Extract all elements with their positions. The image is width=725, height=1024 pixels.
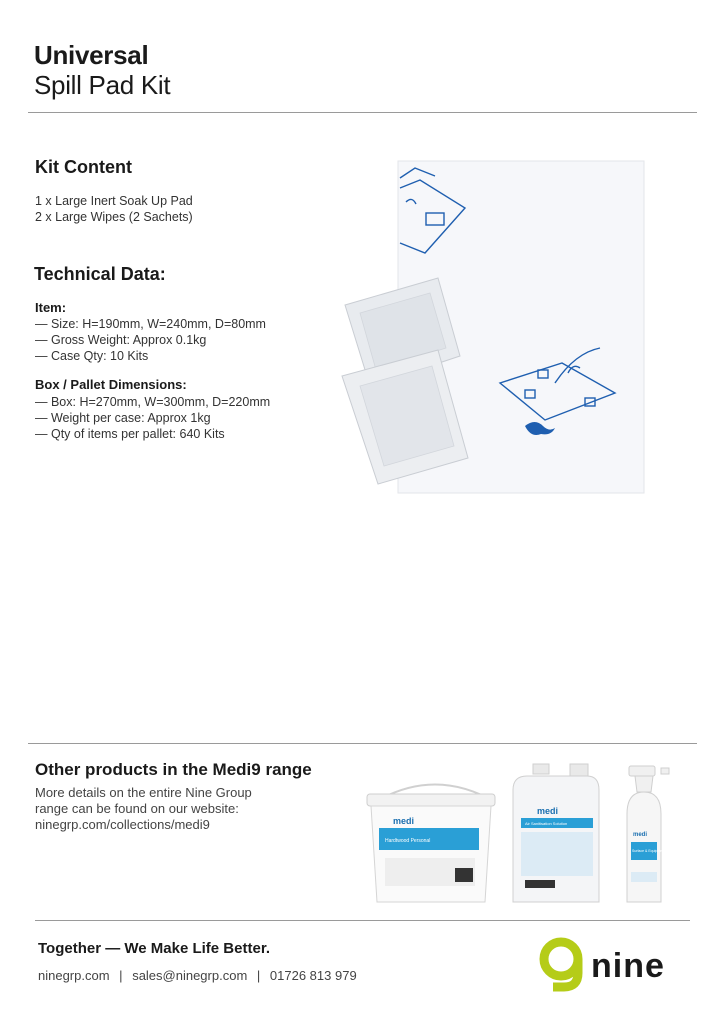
website-link[interactable]: ninegrp.com/collections/medi9 <box>35 817 210 832</box>
page-subtitle: Spill Pad Kit <box>34 70 171 100</box>
box-pallet-heading: Box / Pallet Dimensions: <box>35 377 187 392</box>
kit-item: 2 x Large Wipes (2 Sachets) <box>35 210 193 224</box>
sanitiser-bottle-product <box>513 764 599 902</box>
medi9-product-range-image <box>365 762 675 912</box>
footer-tagline: Together — We Make Life Better. <box>38 940 270 957</box>
page-title: Universal <box>34 40 149 70</box>
spill-pad-product-image <box>340 158 650 498</box>
item-spec-line: — Size: H=190mm, W=240mm, D=80mm <box>35 317 266 331</box>
box-specs <box>35 394 270 442</box>
nine-logo <box>535 935 695 1000</box>
email-link[interactable]: sales@ninegrp.com <box>132 968 248 983</box>
footer-divider <box>35 920 690 921</box>
kit-content-heading: Kit Content <box>35 157 132 177</box>
tub-brand-label: medi <box>393 816 415 826</box>
phone-number: 01726 813 979 <box>269 968 357 983</box>
technical-data-heading: Technical Data: <box>34 264 166 284</box>
bottle-product-label: Air Sanitisation Solution <box>525 821 568 826</box>
kit-content-list <box>35 193 193 225</box>
item-specs <box>35 316 266 364</box>
nine-logo-wordmark: nine <box>591 947 665 985</box>
website-link[interactable]: ninegrp.com <box>38 968 110 983</box>
item-heading: Item: <box>35 300 67 315</box>
box-spec-line: — Box: H=270mm, W=300mm, D=220mm <box>35 395 271 409</box>
description-line: range can be found on our website: <box>35 801 239 816</box>
separator: | <box>256 968 261 983</box>
tub-product-label: Hardtwood Personal <box>385 838 431 844</box>
wipes-tub-product <box>367 785 495 903</box>
header-divider <box>28 112 697 113</box>
bottle-brand-label: medi <box>537 806 559 816</box>
kit-item: 1 x Large Inert Soak Up Pad <box>35 194 193 208</box>
other-products-description <box>35 785 252 833</box>
footer-contact <box>38 968 357 983</box>
item-spec-line: — Gross Weight: Approx 0.1kg <box>35 333 207 347</box>
description-line: More details on the entire Nine Group <box>35 785 252 800</box>
spray-brand-label: medi <box>633 832 648 838</box>
spray-product-label: Surface & Equipment <box>632 849 666 853</box>
box-spec-line: — Qty of items per pallet: 640 Kits <box>35 427 225 441</box>
other-products-heading: Other products in the Medi9 range <box>35 760 312 779</box>
item-spec-line: — Case Qty: 10 Kits <box>35 349 149 363</box>
separator: | <box>119 968 123 983</box>
surface-spray-product <box>627 766 669 902</box>
box-spec-line: — Weight per case: Approx 1kg <box>35 411 211 425</box>
section-divider <box>28 743 697 744</box>
